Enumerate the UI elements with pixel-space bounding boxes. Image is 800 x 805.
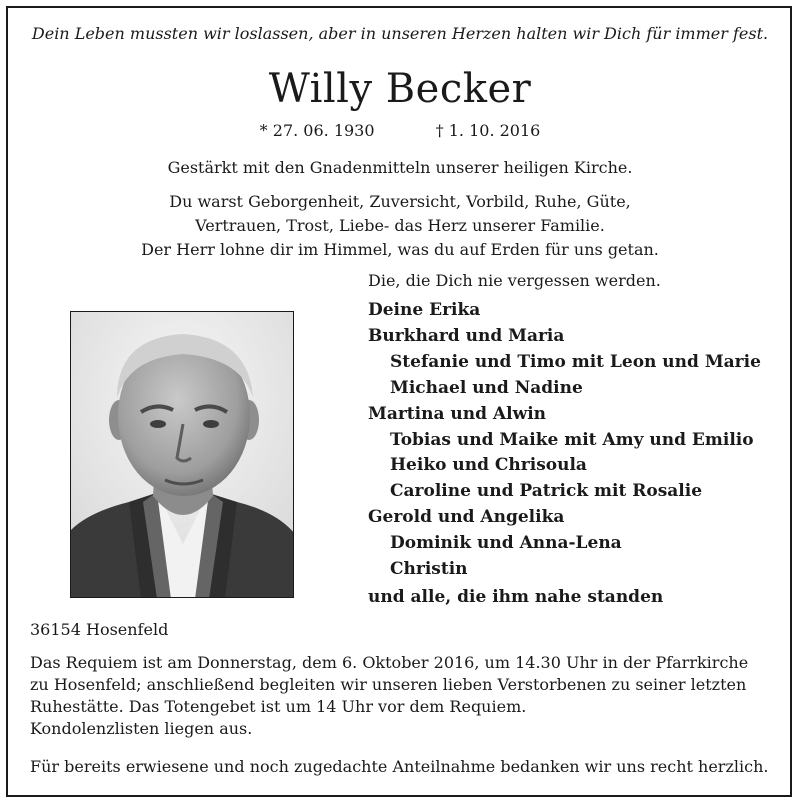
mourner-name: Christin [390, 559, 468, 580]
mourner-name: Dominik und Anna-Lena [390, 533, 622, 554]
life-dates [0, 121, 800, 140]
mourner-name: Tobias und Maike mit Amy und Emilio [390, 429, 754, 450]
family-list [368, 298, 761, 611]
closing-line: und alle, die ihm nahe standen [368, 586, 664, 607]
church-line: Gestärkt mit den Gnadenmitteln unserer heiligen Kirche. [167, 158, 633, 177]
tribute-line: Vertrauen, Trost, Liebe- das Herz unserer Familie. [195, 216, 605, 235]
mourner-name: Heiko und Chrisoula [390, 455, 587, 476]
details-line: Das Requiem ist am Donnerstag, dem 6. Oktober 2016, um 14.30 Uhr in der Pfarrkirche [30, 653, 749, 672]
mourner-name: Gerold und Angelika [368, 507, 565, 528]
mourner-name: Caroline und Patrick mit Rosalie [390, 481, 703, 502]
details-line: Ruhestätte. Das Totengebet ist um 14 Uhr vor dem Requiem. [30, 697, 527, 716]
service-details [30, 652, 780, 740]
tribute-line: Der Herr lohne dir im Himmel, was du auf Erden für uns getan. [141, 240, 659, 259]
mourner-name: Martina und Alwin [368, 403, 547, 424]
mourner-name: Michael und Nadine [390, 377, 583, 398]
tribute-line: Du warst Geborgenheit, Zuversicht, Vorbild, Ruhe, Güte, [169, 192, 631, 211]
tribute-text [0, 190, 800, 262]
mourner-name: Burkhard und Maria [368, 325, 565, 346]
never-forget-line: Die, die Dich nie vergessen werden. [368, 271, 661, 290]
death-date: † 1. 10. 2016 [435, 121, 541, 140]
address-line: 36154 Hosenfeld [30, 620, 169, 639]
motto-quote: Dein Leben mussten wir loslassen, aber in unseren Herzen halten wir Dich für immer fest. [31, 24, 769, 43]
birth-date: * 27. 06. 1930 [259, 121, 375, 140]
thanks-line: Für bereits erwiesene und noch zugedachte Anteilnahme bedanken wir uns recht herzlich. [30, 757, 769, 776]
deceased-name: Willy Becker [268, 66, 532, 112]
details-line: Kondolenzlisten liegen aus. [30, 719, 253, 738]
mourner-name: Stefanie und Timo mit Leon und Marie [390, 351, 761, 372]
details-line: zu Hosenfeld; anschließend begleiten wir unseren lieben Verstorbenen zu seiner letzten [30, 675, 747, 694]
mourner-name: Deine Erika [368, 300, 481, 320]
portrait-photo [70, 311, 294, 598]
